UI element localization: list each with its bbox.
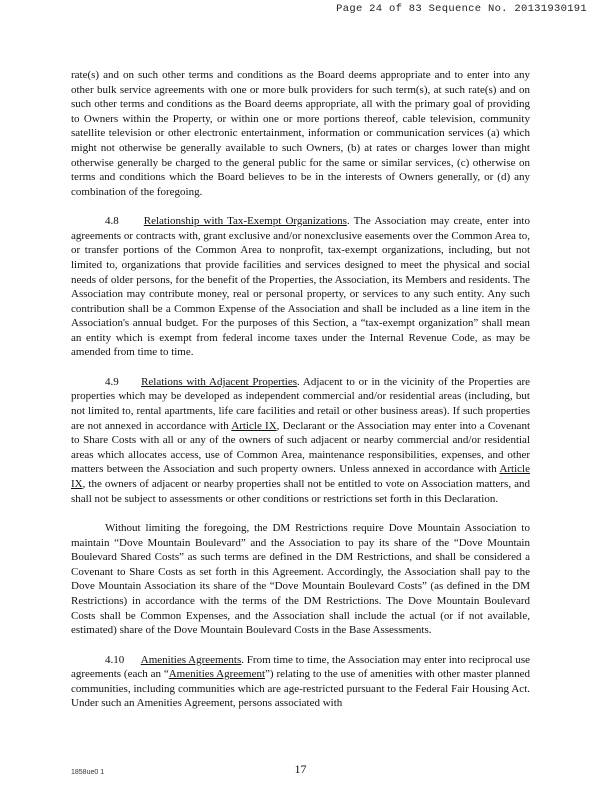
- defined-term: Amenities Agreement: [168, 668, 266, 681]
- section-4-8: [71, 214, 530, 360]
- section-4-9: [71, 375, 530, 506]
- page-number: 17: [294, 762, 307, 776]
- section-number: 4.9: [105, 375, 119, 388]
- section-body: . Adjacent to or in the vicinity of the Properties are properties which may be developed as independent commercial and/or residential areas (including, but not limited to, rental apartments, life care facilities and retail or other business areas). If such properties are not annexed in accordance with: [71, 375, 531, 432]
- recording-stamp: Page 24 of 83 Sequence No. 20131930191: [336, 3, 587, 15]
- section-body: , the owners of adjacent or nearby properties shall not be entitled to vote on Association matters, and shall not be subject to assessments or other conditions or restrictions set forth in this Declaration.: [71, 478, 530, 505]
- paragraph-bulk-services: rate(s) and on such other terms and conditions as the Board deems appropriate and to enter into any other bulk service agreements with one or more bulk providers for such term(s), at such rate(s) and on such other terms and conditions as the Board deems appropriate, all with the primary goal of providing to Owners within the Property, or within one or more portions thereof, cable television, community satellite television or other electronic entertainment, information or communication services (a) which might not otherwise be generally available to such Owners, (b) at rates or charges lower than might otherwise generally be charged to the general public for the same or similar services, (c) otherwise on terms and conditions which the Board believes to be in the interests of Owners generally, or (d) any combination of the foregoing.: [71, 69, 530, 198]
- section-number: 4.10: [105, 653, 125, 666]
- paragraph-dove-mountain: Without limiting the foregoing, the DM Restrictions require Dove Mountain Association to maintain “Dove Mountain Boulevard” and the Association to pay its share of the “Dove Mountain Boulevard Shared Costs” as such terms are defined in the DM Restrictions, and shall be considered a Covenant to Share Costs as set forth in this Agreement. Accordingly, the Association shall pay to the Dove Mountain Association its share of the “Dove Mountain Boulevard Costs” (as defined in the DM Restrictions) in accordance with the terms of the DM Restrictions. The Dove Mountain Boulevard Costs shall be Common Expenses, and the Association shall include the actual (or if not available, estimated) share of the Dove Mountain Boulevard Costs in the Base Assessments.: [71, 522, 530, 637]
- section-body: ”) relating to the use of amenities with other master planned communities, including communities which are age-restricted pursuant to the Federal Fair Housing Act. Under such an Amenities Agreement, persons associated with: [71, 668, 530, 710]
- document-code: 1858ue0 1: [71, 769, 105, 776]
- section-title: Amenities Agreements: [140, 653, 242, 666]
- article-reference: Article IX: [231, 419, 277, 432]
- article-reference: Article IX: [71, 463, 530, 491]
- section-body: . From time to time, the Association may enter into reciprocal use agreements (each an “: [71, 653, 530, 681]
- section-4-10: [71, 653, 530, 711]
- document-body: [71, 68, 530, 726]
- section-title: Relations with Adjacent Properties: [141, 375, 298, 388]
- section-number: 4.8: [105, 215, 119, 228]
- section-body: , Declarant or the Association may enter into a Covenant to Share Costs with all or any of the owners of such adjacent or nearby commercial and/or residential areas which allocates access, use of Common Area, maintenance responsibilities, expenses, and other matters between the Association and such property owners. Unless annexed in accordance with: [71, 419, 530, 476]
- section-title: Relationship with Tax-Exempt Organizations: [143, 215, 347, 228]
- section-body: . The Association may create, enter into agreements or contracts with, grant exclusive and/or nonexclusive easements over the Common Area to, or transfer portions of the Common Area to nonprofit, tax-exempt organizations, including, but not limited to, organizations that provide facilities and services designed to meet the physical and social needs of older persons, for the benefit of the Properties, the Association, its Members and residents. The Association may contribute money, real or personal property, or services to any such entity. Any such contribution shall be a Common Expense of the Association and shall be included as a line item in the Association's annual budget. For the purposes of this Section, a “tax-exempt organization” shall mean an entity which is exempt from federal income taxes under the Internal Revenue Code, as may be amended from time to time.: [71, 215, 530, 359]
